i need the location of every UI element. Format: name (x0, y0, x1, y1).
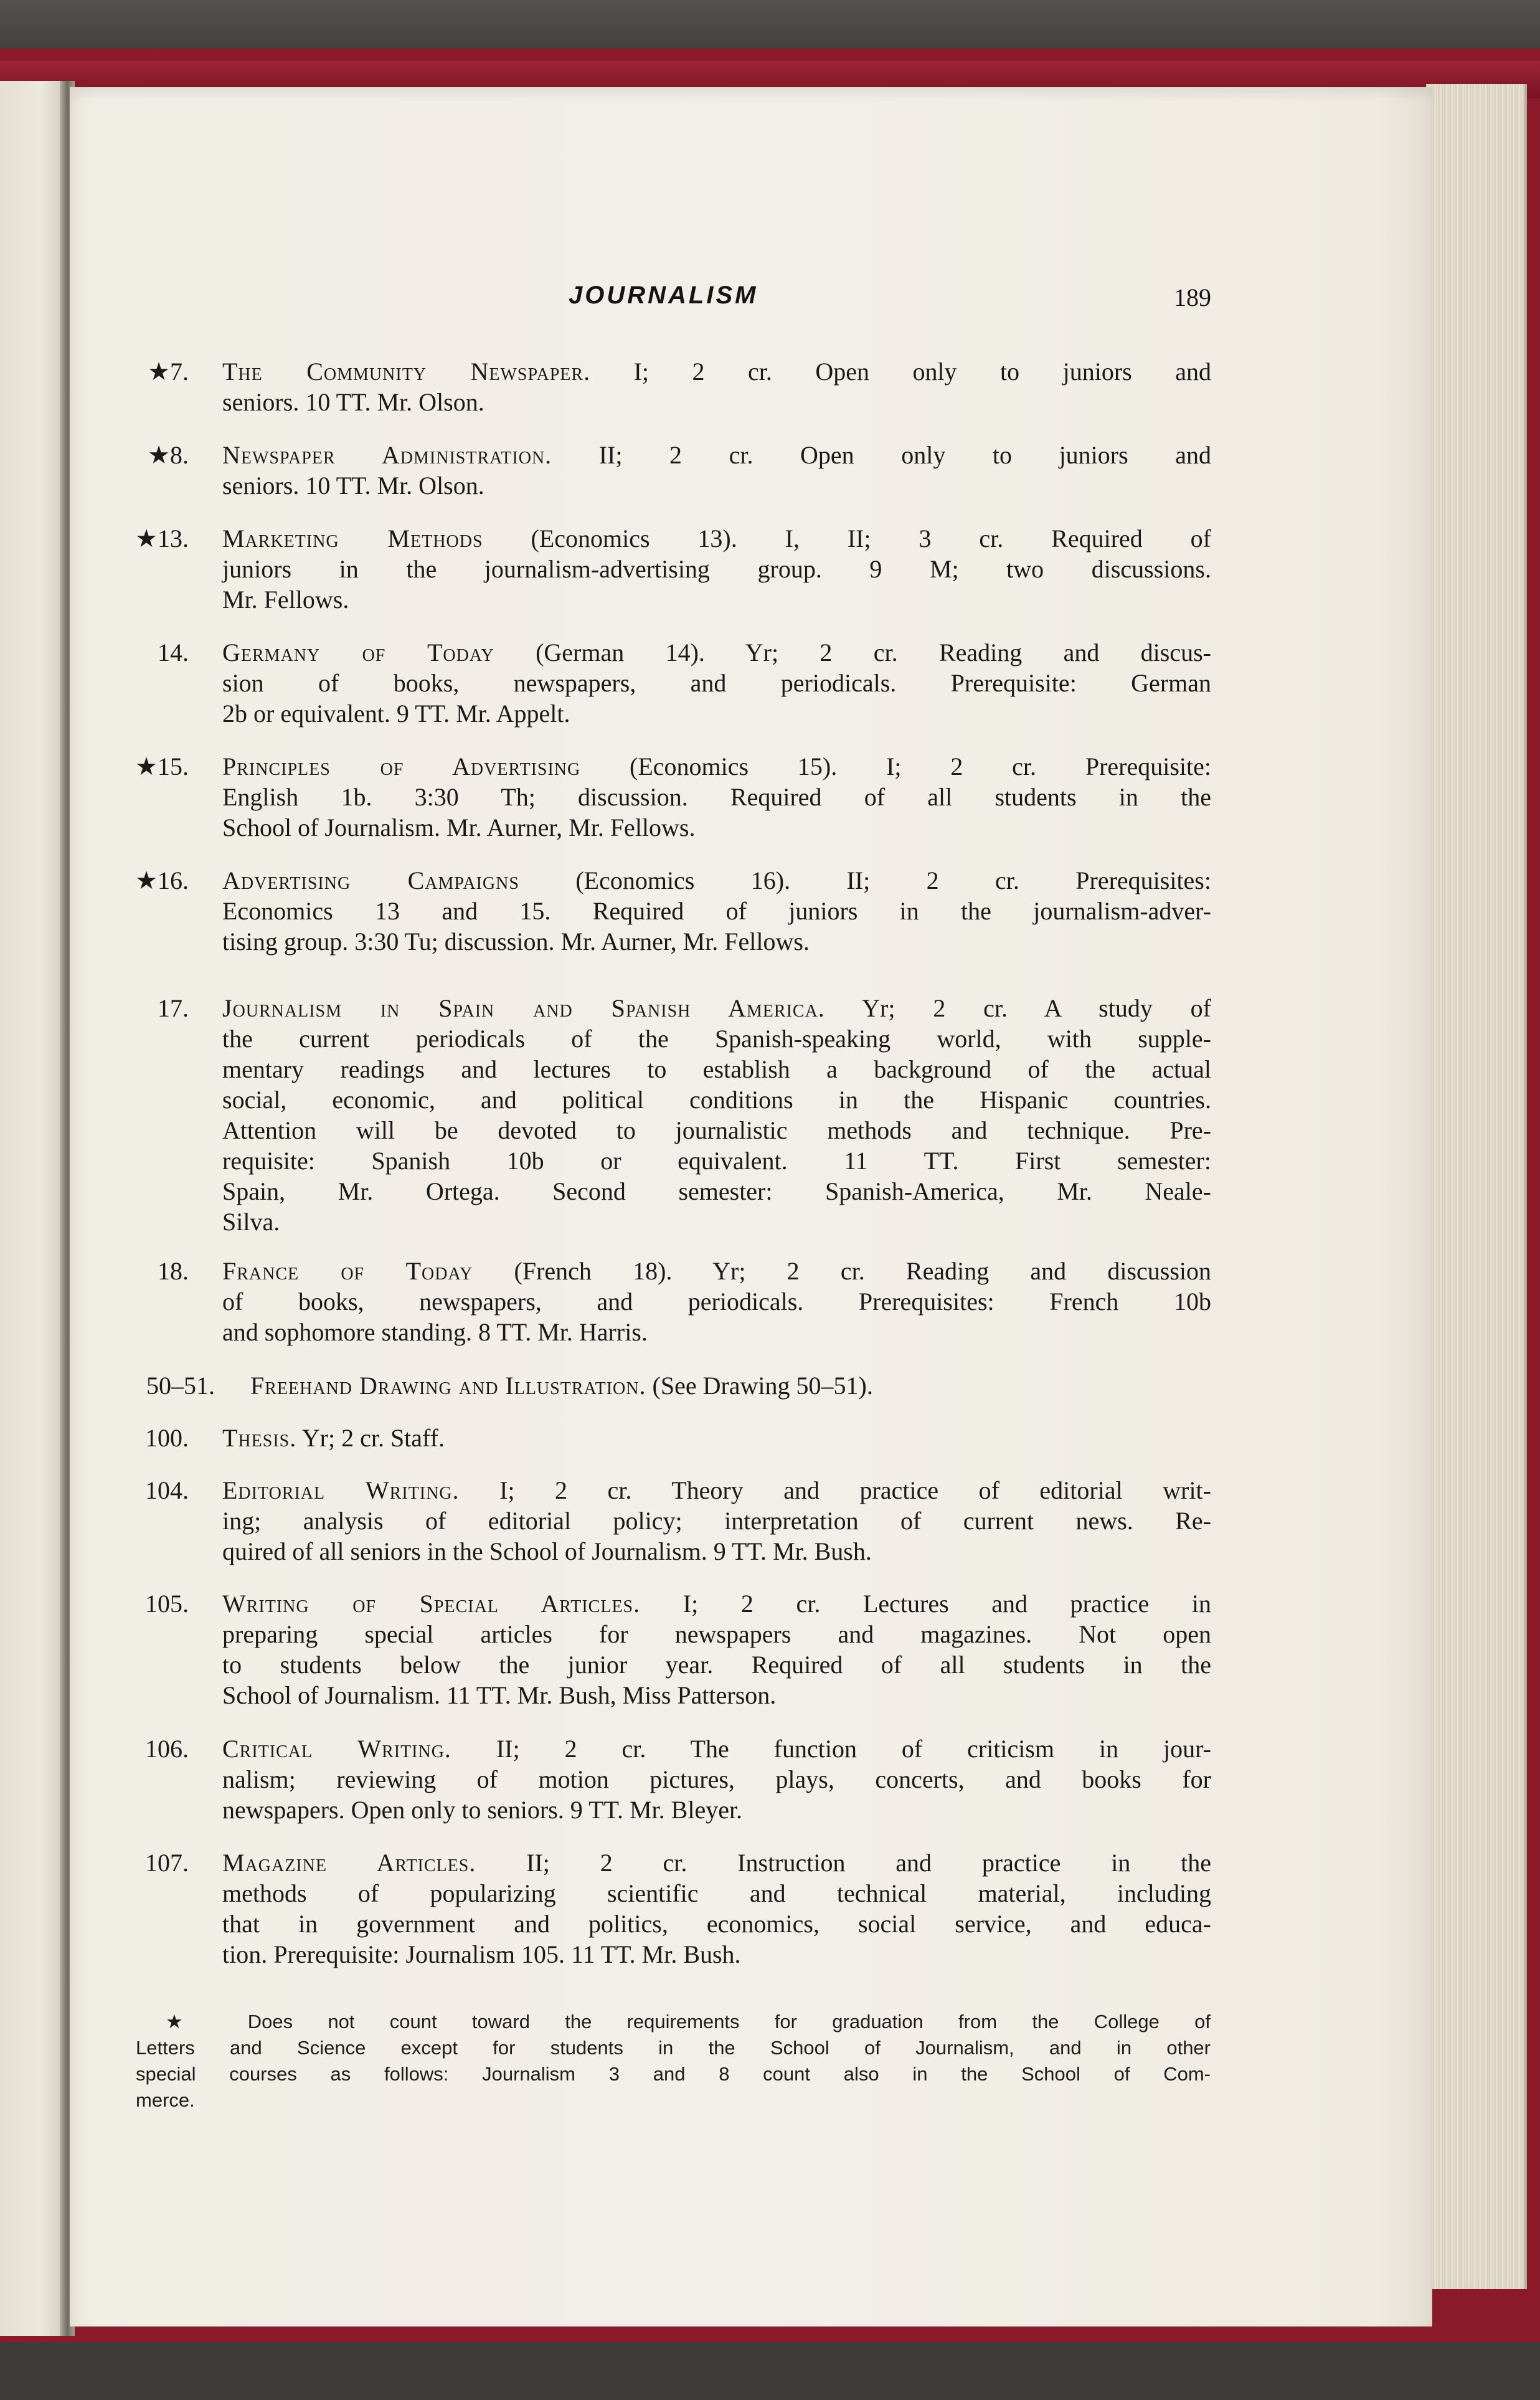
course-number: ★15. (135, 752, 189, 780)
text-line (222, 668, 1211, 698)
text-line (222, 1649, 1211, 1680)
text-line (222, 1084, 1211, 1115)
text-line (222, 698, 1211, 729)
footnote-line: ★ Does not count toward the requirements for graduation from the College of (166, 2011, 1211, 2032)
text-line (222, 751, 1211, 782)
text-line (222, 993, 1211, 1023)
course-text: (Economics 13). I, II; 3 cr. Required of (483, 524, 1211, 553)
course-text: School of Journalism. Mr. Aurner, Mr. Fellows. (222, 813, 696, 842)
course-text: II; 2 cr. The function of criticism in jour- (451, 1735, 1211, 1763)
text-line (222, 523, 1211, 554)
course-text: newspapers. Open only to seniors. 9 TT. Mr. Bleyer. (222, 1796, 743, 1824)
course-description (222, 751, 1211, 843)
course-description (222, 1734, 1211, 1825)
course-text: Economics 13 and 15. Required of juniors in the journalism-adver- (222, 897, 1211, 925)
course-text: I; 2 cr. Theory and practice of editorial writ- (459, 1476, 1211, 1504)
text-line (222, 1734, 1211, 1764)
footnote (136, 2009, 1211, 2113)
text-line (222, 440, 1211, 470)
text-line (222, 1207, 1211, 1237)
course-title: Principles of Advertising (222, 752, 581, 780)
course-text: English 1b. 3:30 Th; discussion. Required of all students in the (222, 783, 1211, 811)
course-text: of books, newspapers, and periodicals. Prerequisites: French 10b (222, 1288, 1211, 1316)
course-title: Editorial Writing. (222, 1476, 460, 1504)
text-line (222, 1909, 1211, 1939)
text-line (222, 1764, 1211, 1795)
course-number: 100. (145, 1424, 189, 1452)
text-line (222, 1023, 1211, 1054)
course-number: 50–51. (146, 1372, 215, 1400)
text-line (222, 1286, 1211, 1317)
course-text: Mr. Fellows. (222, 586, 349, 614)
course-number: 104. (145, 1476, 189, 1504)
course-text: (Economics 16). II; 2 cr. Prerequisites: (519, 866, 1211, 894)
course-text: social, economic, and political conditions in the Hispanic countries. (222, 1086, 1211, 1114)
text-line (222, 1317, 1211, 1347)
text-line (222, 1588, 1211, 1619)
course-title: Magazine Articles. (222, 1849, 476, 1877)
text-line (222, 356, 1211, 387)
page-number: 189 (1174, 283, 1211, 311)
course-title: Newspaper Administration. (222, 441, 552, 469)
course-description (222, 1475, 1211, 1567)
text-line (250, 1370, 1172, 1401)
course-text: requisite: Spanish 10b or equivalent. 11 TT. First semester: (222, 1147, 1211, 1175)
text-line (222, 1176, 1211, 1207)
course-text: to students below the junior year. Required of all students in the (222, 1651, 1211, 1679)
course-description (222, 1847, 1211, 1970)
course-text: Spain, Mr. Ortega. Second semester: Spanish-America, Mr. Neale- (222, 1177, 1211, 1205)
course-text: ing; analysis of editorial policy; interpretation of current news. Re- (222, 1507, 1211, 1535)
course-text: (French 18). Yr; 2 cr. Reading and discussion (473, 1257, 1211, 1285)
course-title: Journalism in Spain and Spanish America. (222, 994, 825, 1022)
footnote-line: special courses as follows: Journalism 3 and 8 count also in the School of Com- (136, 2063, 1211, 2085)
course-text: quired of all seniors in the School of Journalism. 9 TT. Mr. Bush. (222, 1537, 872, 1565)
course-text: Yr; 2 cr. Staff. (296, 1424, 445, 1452)
course-text: Silva. (222, 1208, 280, 1236)
course-text: II; 2 cr. Open only to juniors and (552, 441, 1211, 469)
course-text: and sophomore standing. 8 TT. Mr. Harris. (222, 1318, 648, 1346)
text-line (222, 554, 1211, 584)
course-text: I; 2 cr. Open only to juniors and (590, 358, 1211, 386)
text-line (222, 1054, 1211, 1084)
text-line (222, 470, 1211, 501)
course-text: Attention will be devoted to journalistic methods and technique. Pre- (222, 1116, 1211, 1144)
text-line (222, 1680, 1211, 1710)
text-line (222, 1536, 1211, 1567)
course-title: France of Today (222, 1257, 473, 1285)
course-title: Advertising Campaigns (222, 866, 519, 894)
course-title: Writing of Special Articles. (222, 1590, 641, 1618)
text-line (222, 637, 1211, 668)
text-line (222, 1423, 1211, 1453)
course-description (222, 440, 1211, 501)
course-description (222, 1588, 1211, 1710)
course-number: ★7. (148, 358, 189, 386)
course-description (222, 1256, 1211, 1347)
course-text: seniors. 10 TT. Mr. Olson. (222, 472, 484, 500)
text-line (222, 1847, 1211, 1878)
course-number: ★13. (135, 524, 189, 553)
text-line (222, 865, 1211, 896)
course-number: ★8. (148, 441, 189, 469)
course-text: I; 2 cr. Lectures and practice in (640, 1590, 1211, 1618)
text-line (222, 1939, 1211, 1970)
facing-page-edge (0, 81, 67, 2336)
course-text: mentary readings and lectures to establish a background of the actual (222, 1055, 1211, 1083)
course-number: ★16. (135, 866, 189, 894)
background-bottom (0, 2342, 1540, 2400)
course-text: nalism; reviewing of motion pictures, plays, concerts, and books for (222, 1765, 1211, 1793)
running-head: JOURNALISM (569, 282, 758, 309)
course-text: II; 2 cr. Instruction and practice in the (476, 1849, 1211, 1877)
course-title: Critical Writing. (222, 1735, 451, 1763)
course-text: sion of books, newspapers, and periodicals. Prerequisite: German (222, 669, 1211, 697)
footnote-line: Letters and Science except for students in the School of Journalism, and in other (136, 2037, 1211, 2059)
course-text: Yr; 2 cr. A study of (824, 994, 1211, 1022)
text-line (222, 1256, 1211, 1286)
text-line (222, 1475, 1211, 1506)
course-title: Freehand Drawing and Illustration. (250, 1372, 646, 1400)
text-line (222, 1878, 1211, 1909)
course-description (222, 865, 1211, 957)
text-line (222, 1115, 1211, 1145)
text-line (222, 926, 1211, 957)
course-number: 18. (158, 1257, 189, 1285)
course-description (250, 1370, 1172, 1401)
course-text: tion. Prerequisite: Journalism 105. 11 TT. Mr. Bush. (222, 1940, 741, 1968)
course-text: (Economics 15). I; 2 cr. Prerequisite: (580, 752, 1211, 780)
course-number: 17. (158, 994, 189, 1022)
course-text: the current periodicals of the Spanish-speaking world, with supple- (222, 1025, 1211, 1053)
course-number: 105. (145, 1590, 189, 1618)
text-line (222, 1506, 1211, 1536)
text-line (222, 1145, 1211, 1176)
course-description (222, 523, 1211, 615)
text-line (222, 1795, 1211, 1825)
course-text: that in government and politics, economics, social service, and educa- (222, 1910, 1211, 1938)
course-number: 106. (145, 1735, 189, 1763)
text-line (222, 896, 1211, 926)
course-text: tising group. 3:30 Tu; discussion. Mr. Aurner, Mr. Fellows. (222, 927, 810, 956)
text-line (222, 584, 1211, 615)
course-description (222, 1423, 1211, 1453)
course-description (222, 993, 1211, 1237)
course-description (222, 356, 1211, 417)
course-text: seniors. 10 TT. Mr. Olson. (222, 388, 484, 416)
course-title: Thesis. (222, 1424, 297, 1452)
course-text: (See Drawing 50–51). (646, 1372, 873, 1400)
text-line (222, 1619, 1211, 1649)
course-title: The Community Newspaper. (222, 358, 591, 386)
course-text: juniors in the journalism-advertising group. 9 M; two discussions. (222, 555, 1211, 583)
text-line (222, 782, 1211, 812)
course-title: Marketing Methods (222, 524, 483, 553)
course-text: School of Journalism. 11 TT. Mr. Bush, Miss Patterson. (222, 1681, 777, 1709)
course-text: 2b or equivalent. 9 TT. Mr. Appelt. (222, 700, 570, 728)
course-text: methods of popularizing scientific and technical material, including (222, 1879, 1211, 1907)
course-text: (German 14). Yr; 2 cr. Reading and discus- (494, 638, 1212, 666)
page-header (569, 282, 1211, 319)
footnote-line: merce. (136, 2089, 195, 2111)
text-line (222, 387, 1211, 417)
course-text: preparing special articles for newspapers and magazines. Not open (222, 1620, 1211, 1648)
text-line (222, 812, 1211, 843)
course-number: 107. (145, 1849, 189, 1877)
course-title: Germany of Today (222, 638, 494, 666)
page-edges (1426, 84, 1527, 2289)
course-description (222, 637, 1211, 729)
course-number: 14. (158, 638, 189, 666)
